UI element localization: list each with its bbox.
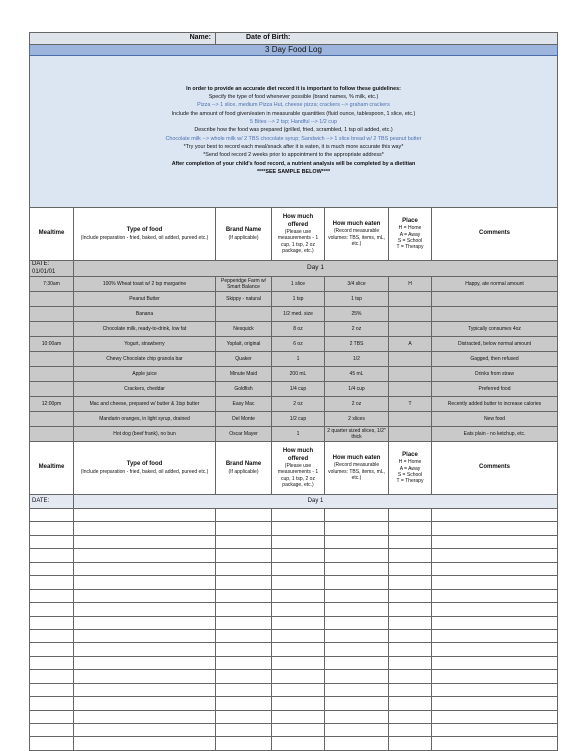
blank-food-type-cell[interactable] <box>74 670 216 683</box>
blank-eaten-cell[interactable] <box>325 589 389 602</box>
blank-brand-cell[interactable] <box>216 509 272 522</box>
blank-food-type-cell[interactable] <box>74 603 216 616</box>
blank-food-type-cell[interactable] <box>74 697 216 710</box>
comments-cell: New food <box>432 412 558 427</box>
brand-name-header <box>216 208 272 261</box>
blank-comments-cell[interactable] <box>432 710 558 723</box>
blank-place-cell[interactable] <box>389 603 432 616</box>
comments-cell <box>432 292 558 307</box>
mealtime-cell <box>30 382 74 397</box>
place-header <box>389 442 432 495</box>
brand-cell: Minute Maid <box>216 367 272 382</box>
food-type-cell: Mac and cheese, prepared w/ butter & 1tsp butter <box>74 397 216 412</box>
sample-date-label: DATE: 01/01/01 <box>30 261 74 277</box>
comments-cell: Typically consumes 4oz <box>432 322 558 337</box>
blank-comments-cell[interactable] <box>432 562 558 575</box>
mealtime-cell <box>30 352 74 367</box>
blank-mealtime-cell[interactable] <box>30 589 74 602</box>
brand-cell: Easy Mac <box>216 397 272 412</box>
blank-entry-row <box>30 710 558 723</box>
blank-brand-cell[interactable] <box>216 670 272 683</box>
blank-eaten-cell[interactable] <box>325 549 389 562</box>
blank-brand-cell[interactable] <box>216 589 272 602</box>
sample-row <box>30 427 558 442</box>
offered-cell: 1/4 cup <box>272 382 325 397</box>
blank-place-cell[interactable] <box>389 710 432 723</box>
blank-brand-cell[interactable] <box>216 724 272 737</box>
blank-offered-cell[interactable] <box>272 549 325 562</box>
eaten-cell: 2 oz <box>325 397 389 412</box>
blank-food-type-cell[interactable] <box>74 616 216 629</box>
food-log-sheet <box>29 32 557 751</box>
blank-entry-row <box>30 616 558 629</box>
blank-entry-row <box>30 683 558 696</box>
guideline-line: In order to provide an accurate diet record it is important to follow these guidelines: <box>186 85 401 92</box>
blank-mealtime-cell[interactable] <box>30 509 74 522</box>
blank-eaten-cell[interactable] <box>325 616 389 629</box>
blank-place-cell[interactable] <box>389 656 432 669</box>
how-much-eaten-header-subtitle: (Record measurable volumes: TBS, items, mL, etc.) <box>328 228 385 247</box>
eaten-cell: 2 slices <box>325 412 389 427</box>
blank-place-cell[interactable] <box>389 535 432 548</box>
blank-brand-cell[interactable] <box>216 656 272 669</box>
blank-place-cell[interactable] <box>389 616 432 629</box>
blank-place-cell[interactable] <box>389 643 432 656</box>
blank-eaten-cell[interactable] <box>325 562 389 575</box>
blank-offered-cell[interactable] <box>272 616 325 629</box>
blank-eaten-cell[interactable] <box>325 656 389 669</box>
type-of-food-header <box>74 442 216 495</box>
blank-offered-cell[interactable] <box>272 562 325 575</box>
blank-entry-row <box>30 589 558 602</box>
name-row <box>30 33 558 45</box>
eaten-cell: 2 quarter sized slices, 1/2" thick <box>325 427 389 442</box>
blank-comments-cell[interactable] <box>432 589 558 602</box>
how-much-offered-header <box>272 442 325 495</box>
blank-mealtime-cell[interactable] <box>30 643 74 656</box>
place-cell: H <box>389 277 432 292</box>
blank-brand-cell[interactable] <box>216 683 272 696</box>
sample-row <box>30 337 558 352</box>
offered-cell: 8 oz <box>272 322 325 337</box>
sample-row <box>30 277 558 292</box>
mealtime-cell: 12:00pm <box>30 397 74 412</box>
eaten-cell: 2 oz <box>325 322 389 337</box>
comments-cell: Eats plain - no ketchup, etc. <box>432 427 558 442</box>
eaten-cell: 3/4 slice <box>325 277 389 292</box>
place-cell <box>389 292 432 307</box>
blank-entry-row <box>30 643 558 656</box>
food-type-cell: Peanut Butter <box>74 292 216 307</box>
blank-place-cell[interactable] <box>389 589 432 602</box>
mealtime-cell <box>30 322 74 337</box>
blank-place-cell[interactable] <box>389 549 432 562</box>
blank-mealtime-cell[interactable] <box>30 603 74 616</box>
offered-cell: 200 mL <box>272 367 325 382</box>
blank-offered-cell[interactable] <box>272 683 325 696</box>
food-type-cell: Chocolate milk, ready-to-drink, low fat <box>74 322 216 337</box>
blank-food-type-cell[interactable] <box>74 643 216 656</box>
food-type-cell: Chewy Chocolate chip granola bar <box>74 352 216 367</box>
mealtime-cell <box>30 412 74 427</box>
blank-mealtime-cell[interactable] <box>30 697 74 710</box>
offered-cell: 1 <box>272 427 325 442</box>
blank-entry-row <box>30 562 558 575</box>
blank-eaten-cell[interactable] <box>325 737 389 750</box>
place-cell <box>389 382 432 397</box>
comments-cell: Drinks from straw <box>432 367 558 382</box>
mealtime-header: Mealtime <box>30 208 74 261</box>
blank-offered-cell[interactable] <box>272 670 325 683</box>
blank-offered-cell[interactable] <box>272 710 325 723</box>
brand-cell: Oscar Mayer <box>216 427 272 442</box>
blank-date-label[interactable]: DATE: <box>30 495 74 509</box>
type-of-food-header <box>74 208 216 261</box>
blank-food-type-cell[interactable] <box>74 656 216 669</box>
sample-date-row <box>30 261 558 277</box>
place-header-subtitle: H = Home A = Away S = School T = Therapy <box>396 225 424 250</box>
blank-comments-cell[interactable] <box>432 535 558 548</box>
brand-cell: Goldfish <box>216 382 272 397</box>
type-of-food-header-subtitle: (Include preparation - fried, baked, oil added, pureed etc.) <box>80 234 209 241</box>
mealtime-cell <box>30 307 74 322</box>
blank-eaten-cell[interactable] <box>325 724 389 737</box>
blank-brand-cell[interactable] <box>216 629 272 642</box>
blank-offered-cell[interactable] <box>272 522 325 535</box>
blank-food-type-cell[interactable] <box>74 724 216 737</box>
offered-cell: 1 <box>272 352 325 367</box>
blank-entry-row <box>30 535 558 548</box>
mealtime-cell <box>30 367 74 382</box>
blank-offered-cell[interactable] <box>272 509 325 522</box>
blank-brand-cell[interactable] <box>216 522 272 535</box>
blank-comments-cell[interactable] <box>432 616 558 629</box>
blank-comments-cell[interactable] <box>432 522 558 535</box>
blank-food-type-cell[interactable] <box>74 522 216 535</box>
brand-cell: Pepperidge Farm w/ Smart Balance <box>216 277 272 292</box>
food-type-cell: Hot dog (beef frank), no bun <box>74 427 216 442</box>
blank-place-cell[interactable] <box>389 629 432 642</box>
place-cell <box>389 322 432 337</box>
offered-cell: 6 oz <box>272 337 325 352</box>
place-cell <box>389 412 432 427</box>
blank-date-row <box>30 495 558 509</box>
how-much-eaten-header-title: How much eaten <box>332 454 381 461</box>
blank-mealtime-cell[interactable] <box>30 576 74 589</box>
place-cell <box>389 352 432 367</box>
blank-comments-cell[interactable] <box>432 683 558 696</box>
blank-entry-row <box>30 509 558 522</box>
blank-mealtime-cell[interactable] <box>30 562 74 575</box>
guideline-line: After completion of your child's food record, a nutrient analysis will be completed by a dietitian <box>171 160 416 167</box>
brand-name-header-subtitle: (If applicable) <box>228 234 259 241</box>
comments-header: Comments <box>432 208 558 261</box>
blank-mealtime-cell[interactable] <box>30 683 74 696</box>
type-of-food-header-subtitle: (Include preparation - fried, baked, oil added, pureed etc.) <box>80 468 209 475</box>
place-header-title: Place <box>402 451 418 458</box>
place-cell <box>389 367 432 382</box>
blank-place-cell[interactable] <box>389 697 432 710</box>
sample-row <box>30 292 558 307</box>
blank-place-cell[interactable] <box>389 509 432 522</box>
blank-entry-row <box>30 522 558 535</box>
place-header-subtitle: H = Home A = Away S = School T = Therapy <box>396 459 424 484</box>
comments-cell: Recently added butter to increase calories <box>432 397 558 412</box>
blank-offered-cell[interactable] <box>272 629 325 642</box>
blank-food-type-cell[interactable] <box>74 629 216 642</box>
blank-entry-row <box>30 737 558 750</box>
blank-brand-cell[interactable] <box>216 549 272 562</box>
blank-place-cell[interactable] <box>389 724 432 737</box>
brand-cell <box>216 307 272 322</box>
blank-food-type-cell[interactable] <box>74 535 216 548</box>
blank-mealtime-cell[interactable] <box>30 670 74 683</box>
mealtime-cell <box>30 292 74 307</box>
blank-comments-cell[interactable] <box>432 603 558 616</box>
guideline-line: Specify the type of food whenever possible (brand names, % milk, etc.) <box>208 94 379 101</box>
blank-brand-cell[interactable] <box>216 737 272 750</box>
guideline-line: ****SEE SAMPLE BELOW**** <box>256 168 331 175</box>
blank-eaten-cell[interactable] <box>325 509 389 522</box>
blank-place-cell[interactable] <box>389 576 432 589</box>
title-row <box>30 45 558 56</box>
brand-name-header-subtitle: (If applicable) <box>228 468 259 475</box>
blank-comments-cell[interactable] <box>432 629 558 642</box>
type-of-food-header-title: Type of food <box>126 461 163 468</box>
blank-mealtime-cell[interactable] <box>30 737 74 750</box>
blank-food-type-cell[interactable] <box>74 576 216 589</box>
place-header <box>389 208 432 261</box>
blank-brand-cell[interactable] <box>216 535 272 548</box>
blank-comments-cell[interactable] <box>432 724 558 737</box>
blank-entry-row <box>30 603 558 616</box>
how-much-offered-header-title: How much offered <box>282 448 314 462</box>
sample-row <box>30 397 558 412</box>
blank-offered-cell[interactable] <box>272 697 325 710</box>
blank-food-type-cell[interactable] <box>74 683 216 696</box>
food-type-cell: Crackers, cheddar <box>74 382 216 397</box>
place-header-title: Place <box>402 217 418 224</box>
blank-comments-cell[interactable] <box>432 549 558 562</box>
blank-place-cell[interactable] <box>389 670 432 683</box>
guideline-line: Include the amount of food given/eaten in measurable quantities (fluid ounce, tablespoon, 1 slice, etc.) <box>171 110 416 117</box>
blank-brand-cell[interactable] <box>216 616 272 629</box>
place-cell: A <box>389 337 432 352</box>
comments-cell: Distracted, below normal amount <box>432 337 558 352</box>
how-much-offered-header-title: How much offered <box>282 214 314 228</box>
blank-brand-cell[interactable] <box>216 562 272 575</box>
blank-comments-cell[interactable] <box>432 643 558 656</box>
blank-day-label: Day 1 <box>74 495 558 509</box>
blank-comments-cell[interactable] <box>432 670 558 683</box>
blank-comments-cell[interactable] <box>432 576 558 589</box>
how-much-eaten-header-title: How much eaten <box>332 220 381 227</box>
blank-eaten-cell[interactable] <box>325 683 389 696</box>
blank-mealtime-cell[interactable] <box>30 710 74 723</box>
eaten-cell: 2 TBS <box>325 337 389 352</box>
blank-eaten-cell[interactable] <box>325 697 389 710</box>
food-log-table <box>29 32 558 751</box>
blank-brand-cell[interactable] <box>216 697 272 710</box>
blank-offered-cell[interactable] <box>272 589 325 602</box>
brand-cell: Nesquick <box>216 322 272 337</box>
sample-day-label: Day 1 <box>74 261 558 277</box>
offered-cell: 1/2 cup <box>272 412 325 427</box>
guideline-line: *Send food record 2 weeks prior to appointment to the appropriate address* <box>203 152 384 159</box>
mealtime-header: Mealtime <box>30 442 74 495</box>
guideline-line: Chocolate milk --> whole milk w/ 2 TBS chocolate syrup; Sandwich --> 1 slice bread w/ 2 TBS peanut butter <box>165 135 422 142</box>
blank-eaten-cell[interactable] <box>325 670 389 683</box>
blank-entry-row <box>30 670 558 683</box>
blank-place-cell[interactable] <box>389 683 432 696</box>
guidelines-row <box>30 56 558 208</box>
sample-row <box>30 307 558 322</box>
blank-mealtime-cell[interactable] <box>30 535 74 548</box>
offered-cell: 2 oz <box>272 397 325 412</box>
mealtime-cell <box>30 427 74 442</box>
name-label: Name: <box>189 34 211 42</box>
place-cell <box>389 427 432 442</box>
brand-name-header <box>216 442 272 495</box>
comments-cell: Gagged, then refused <box>432 352 558 367</box>
blank-brand-cell[interactable] <box>216 643 272 656</box>
blank-food-type-cell[interactable] <box>74 737 216 750</box>
sample-row <box>30 322 558 337</box>
blank-comments-cell[interactable] <box>432 697 558 710</box>
blank-place-cell[interactable] <box>389 737 432 750</box>
blank-mealtime-cell[interactable] <box>30 616 74 629</box>
how-much-eaten-header <box>325 208 389 261</box>
guideline-line: Pizza --> 1 slice, medium Pizza Hut, cheese pizza; crackers --> graham crackers <box>197 102 390 109</box>
blank-brand-cell[interactable] <box>216 710 272 723</box>
eaten-cell: 1/2 <box>325 352 389 367</box>
comments-header: Comments <box>432 442 558 495</box>
eaten-cell: 1 tsp <box>325 292 389 307</box>
blank-offered-cell[interactable] <box>272 724 325 737</box>
blank-food-type-cell[interactable] <box>74 710 216 723</box>
guideline-line: *Try your best to record each meal/snack after it is eaten, it is much more accurate this way* <box>183 143 404 150</box>
how-much-offered-header <box>272 208 325 261</box>
column-header-row <box>30 208 558 261</box>
blank-entry-row <box>30 629 558 642</box>
sample-row <box>30 367 558 382</box>
blank-offered-cell[interactable] <box>272 656 325 669</box>
type-of-food-header-title: Type of food <box>126 227 163 234</box>
brand-cell: Skippy - natural <box>216 292 272 307</box>
food-type-cell: Mandarin oranges, in light syrup, drained <box>74 412 216 427</box>
blank-eaten-cell[interactable] <box>325 522 389 535</box>
brand-name-header-title: Brand Name <box>225 227 262 234</box>
guideline-line: Describe how the food was prepared (grilled, fried, scrambled, 1 tsp oil added, etc.) <box>194 127 393 134</box>
blank-comments-cell[interactable] <box>432 656 558 669</box>
blank-eaten-cell[interactable] <box>325 576 389 589</box>
offered-cell: 1 slice <box>272 277 325 292</box>
blank-eaten-cell[interactable] <box>325 710 389 723</box>
blank-mealtime-cell[interactable] <box>30 522 74 535</box>
blank-comments-cell[interactable] <box>432 509 558 522</box>
how-much-eaten-header <box>325 442 389 495</box>
blank-entry-row <box>30 724 558 737</box>
brand-cell: Yoplait, original <box>216 337 272 352</box>
form-title: 3 Day Food Log <box>30 45 558 56</box>
blank-offered-cell[interactable] <box>272 643 325 656</box>
sample-row <box>30 412 558 427</box>
blank-brand-cell[interactable] <box>216 603 272 616</box>
blank-mealtime-cell[interactable] <box>30 549 74 562</box>
blank-offered-cell[interactable] <box>272 737 325 750</box>
comments-cell: Happy, ate normal amount <box>432 277 558 292</box>
blank-entry-row <box>30 656 558 669</box>
food-type-cell: Yogurt, strawberry <box>74 337 216 352</box>
blank-place-cell[interactable] <box>389 562 432 575</box>
blank-eaten-cell[interactable] <box>325 629 389 642</box>
guideline-line: 5 Bites --> 2 tsp; Handful --> 1/2 cup <box>250 119 337 126</box>
blank-offered-cell[interactable] <box>272 535 325 548</box>
blank-eaten-cell[interactable] <box>325 643 389 656</box>
sample-row <box>30 352 558 367</box>
blank-brand-cell[interactable] <box>216 576 272 589</box>
dob-field[interactable] <box>216 33 558 45</box>
blank-place-cell[interactable] <box>389 522 432 535</box>
eaten-cell: 45 mL <box>325 367 389 382</box>
offered-cell: 1/2 med. size <box>272 307 325 322</box>
how-much-offered-header-subtitle: (Please use measurements - 1 cup, 1 tsp, 2 oz package, etc.) <box>277 463 319 488</box>
blank-food-type-cell[interactable] <box>74 549 216 562</box>
blank-entry-row <box>30 697 558 710</box>
name-field[interactable] <box>30 33 216 45</box>
blank-mealtime-cell[interactable] <box>30 656 74 669</box>
blank-offered-cell[interactable] <box>272 576 325 589</box>
place-cell <box>389 307 432 322</box>
eaten-cell: 25% <box>325 307 389 322</box>
mealtime-cell: 10:00am <box>30 337 74 352</box>
blank-food-type-cell[interactable] <box>74 562 216 575</box>
comments-cell: Preferred food <box>432 382 558 397</box>
column-header-row <box>30 442 558 495</box>
blank-eaten-cell[interactable] <box>325 535 389 548</box>
guidelines-box <box>30 56 558 208</box>
food-type-cell: Banana <box>74 307 216 322</box>
sample-row <box>30 382 558 397</box>
blank-eaten-cell[interactable] <box>325 603 389 616</box>
offered-cell: 1 tsp <box>272 292 325 307</box>
place-cell: T <box>389 397 432 412</box>
brand-cell: Del Monte <box>216 412 272 427</box>
brand-name-header-title: Brand Name <box>225 461 262 468</box>
comments-cell <box>432 307 558 322</box>
how-much-eaten-header-subtitle: (Record measurable volumes: TBS, items, mL, etc.) <box>328 462 385 481</box>
eaten-cell: 1/4 cup <box>325 382 389 397</box>
how-much-offered-header-subtitle: (Please use measurements - 1 cup, 1 tsp, 2 oz package, etc.) <box>277 229 319 254</box>
blank-offered-cell[interactable] <box>272 603 325 616</box>
blank-mealtime-cell[interactable] <box>30 629 74 642</box>
food-type-cell: Apple juice <box>74 367 216 382</box>
blank-entry-row <box>30 576 558 589</box>
blank-food-type-cell[interactable] <box>74 509 216 522</box>
blank-entry-row <box>30 549 558 562</box>
blank-food-type-cell[interactable] <box>74 589 216 602</box>
food-type-cell: 100% Wheat toast w/ 2 tsp margarine <box>74 277 216 292</box>
blank-mealtime-cell[interactable] <box>30 724 74 737</box>
brand-cell: Quaker <box>216 352 272 367</box>
blank-comments-cell[interactable] <box>432 737 558 750</box>
mealtime-cell: 7:30am <box>30 277 74 292</box>
dob-label: Date of Birth: <box>246 34 291 42</box>
